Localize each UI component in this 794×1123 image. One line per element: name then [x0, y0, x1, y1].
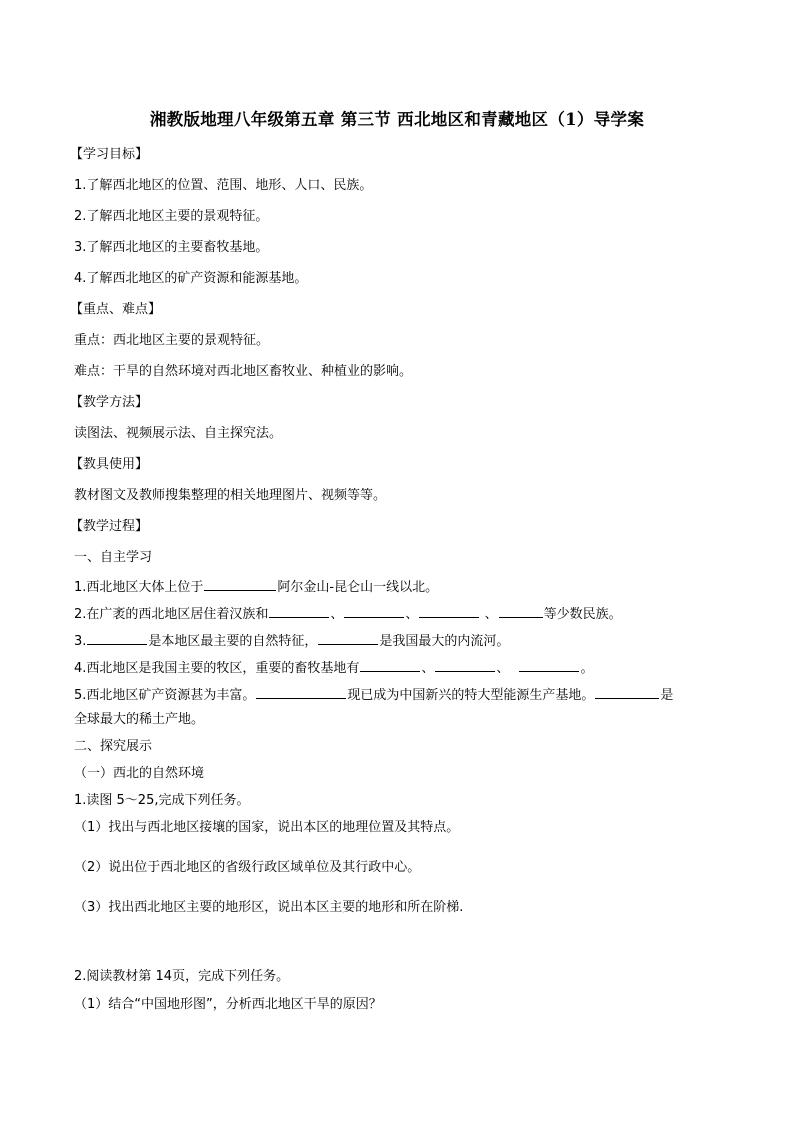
- task-2-item: （1）结合“中国地形图”，分析西北地区干旱的原因？: [74, 997, 382, 1012]
- key-points-heading: 【重点、难点】: [70, 302, 162, 317]
- fill-blank[interactable]: [519, 658, 579, 672]
- fill-blank[interactable]: [256, 685, 346, 699]
- fill-blank[interactable]: [318, 631, 378, 645]
- fill-blank[interactable]: [87, 631, 147, 645]
- question-text: 4.西北地区是我国主要的牧区，重要的畜牧基地有: [74, 661, 360, 676]
- fill-blank[interactable]: [344, 604, 404, 618]
- fill-blank[interactable]: [595, 685, 659, 699]
- question-text: 是我国最大的内流河。: [379, 634, 510, 649]
- separator: 、: [496, 661, 510, 676]
- question-text: 1.西北地区大体上位于: [74, 580, 204, 595]
- question-text: 2.在广袤的西北地区居住着汉族和: [74, 607, 269, 622]
- fill-blank[interactable]: [499, 604, 543, 618]
- objective-item: 4.了解西北地区的矿产资源和能源基地。: [74, 271, 308, 286]
- objective-item: 3.了解西北地区的主要畜牧基地。: [74, 240, 269, 255]
- question-5-continued: 全球最大的稀土产地。: [74, 712, 205, 727]
- task-1-item: （1）找出与西北地区接壤的国家，说出本区的地理位置及其特点。: [74, 820, 460, 835]
- question-5: [74, 685, 673, 704]
- fill-blank[interactable]: [360, 658, 420, 672]
- fill-blank[interactable]: [204, 577, 276, 591]
- task-1-item: （2）说出位于西北地区的省级行政区域单位及其行政中心。: [74, 860, 421, 875]
- process-heading: 【教学过程】: [70, 519, 149, 534]
- part1-title: 一、自主学习: [74, 550, 153, 565]
- question-1: [74, 577, 438, 596]
- question-2: [74, 604, 622, 623]
- question-text: 5.西北地区矿产资源甚为丰富。: [74, 688, 256, 703]
- fill-blank[interactable]: [419, 604, 479, 618]
- question-4: [74, 658, 593, 677]
- tools-text: 教材图文及教师搜集整理的相关地理图片、视频等等。: [74, 488, 387, 503]
- separator: 、: [405, 607, 419, 622]
- objective-item: 1.了解西北地区的位置、范围、地形、人口、民族。: [74, 178, 373, 193]
- question-3: [74, 631, 509, 650]
- separator: 、: [330, 607, 344, 622]
- subsection-title: （一）西北的自然环境: [74, 766, 205, 781]
- separator: 、: [421, 661, 435, 676]
- fill-blank[interactable]: [269, 604, 329, 618]
- task-1: 1.读图 5～25,完成下列任务。: [74, 793, 250, 808]
- fill-blank[interactable]: [435, 658, 495, 672]
- question-text: 是: [660, 688, 674, 703]
- document-title: 湘教版地理八年级第五章 第三节 西北地区和青藏地区（1）导学案: [149, 110, 645, 129]
- key-point-text: 重点：西北地区主要的景观特征。: [74, 333, 270, 348]
- part2-title: 二、探究展示: [74, 739, 153, 754]
- question-text: 等少数民族。: [543, 607, 622, 622]
- question-text: 阿尔金山-昆仑山一线以北。: [277, 580, 439, 595]
- difficult-point-text: 难点：干旱的自然环境对西北地区畜牧业、种植业的影响。: [74, 364, 413, 379]
- question-text: 。: [580, 661, 594, 676]
- question-text: 3.: [74, 634, 87, 649]
- question-text: 是本地区最主要的自然特征，: [148, 634, 318, 649]
- separator: 、: [480, 607, 498, 622]
- objective-item: 2.了解西北地区主要的景观特征。: [74, 209, 269, 224]
- task-1-item: （3）找出西北地区主要的地形区，说出本区主要的地形和所在阶梯.: [74, 900, 464, 915]
- methods-heading: 【教学方法】: [70, 395, 149, 410]
- question-text: 现已成为中国新兴的特大型能源生产基地。: [347, 688, 595, 703]
- task-2: 2.阅读教材第 14页，完成下列任务。: [74, 969, 290, 984]
- objectives-heading: 【学习目标】: [70, 147, 149, 162]
- tools-heading: 【教具使用】: [70, 457, 149, 472]
- methods-text: 读图法、视频展示法、自主探究法。: [74, 426, 283, 441]
